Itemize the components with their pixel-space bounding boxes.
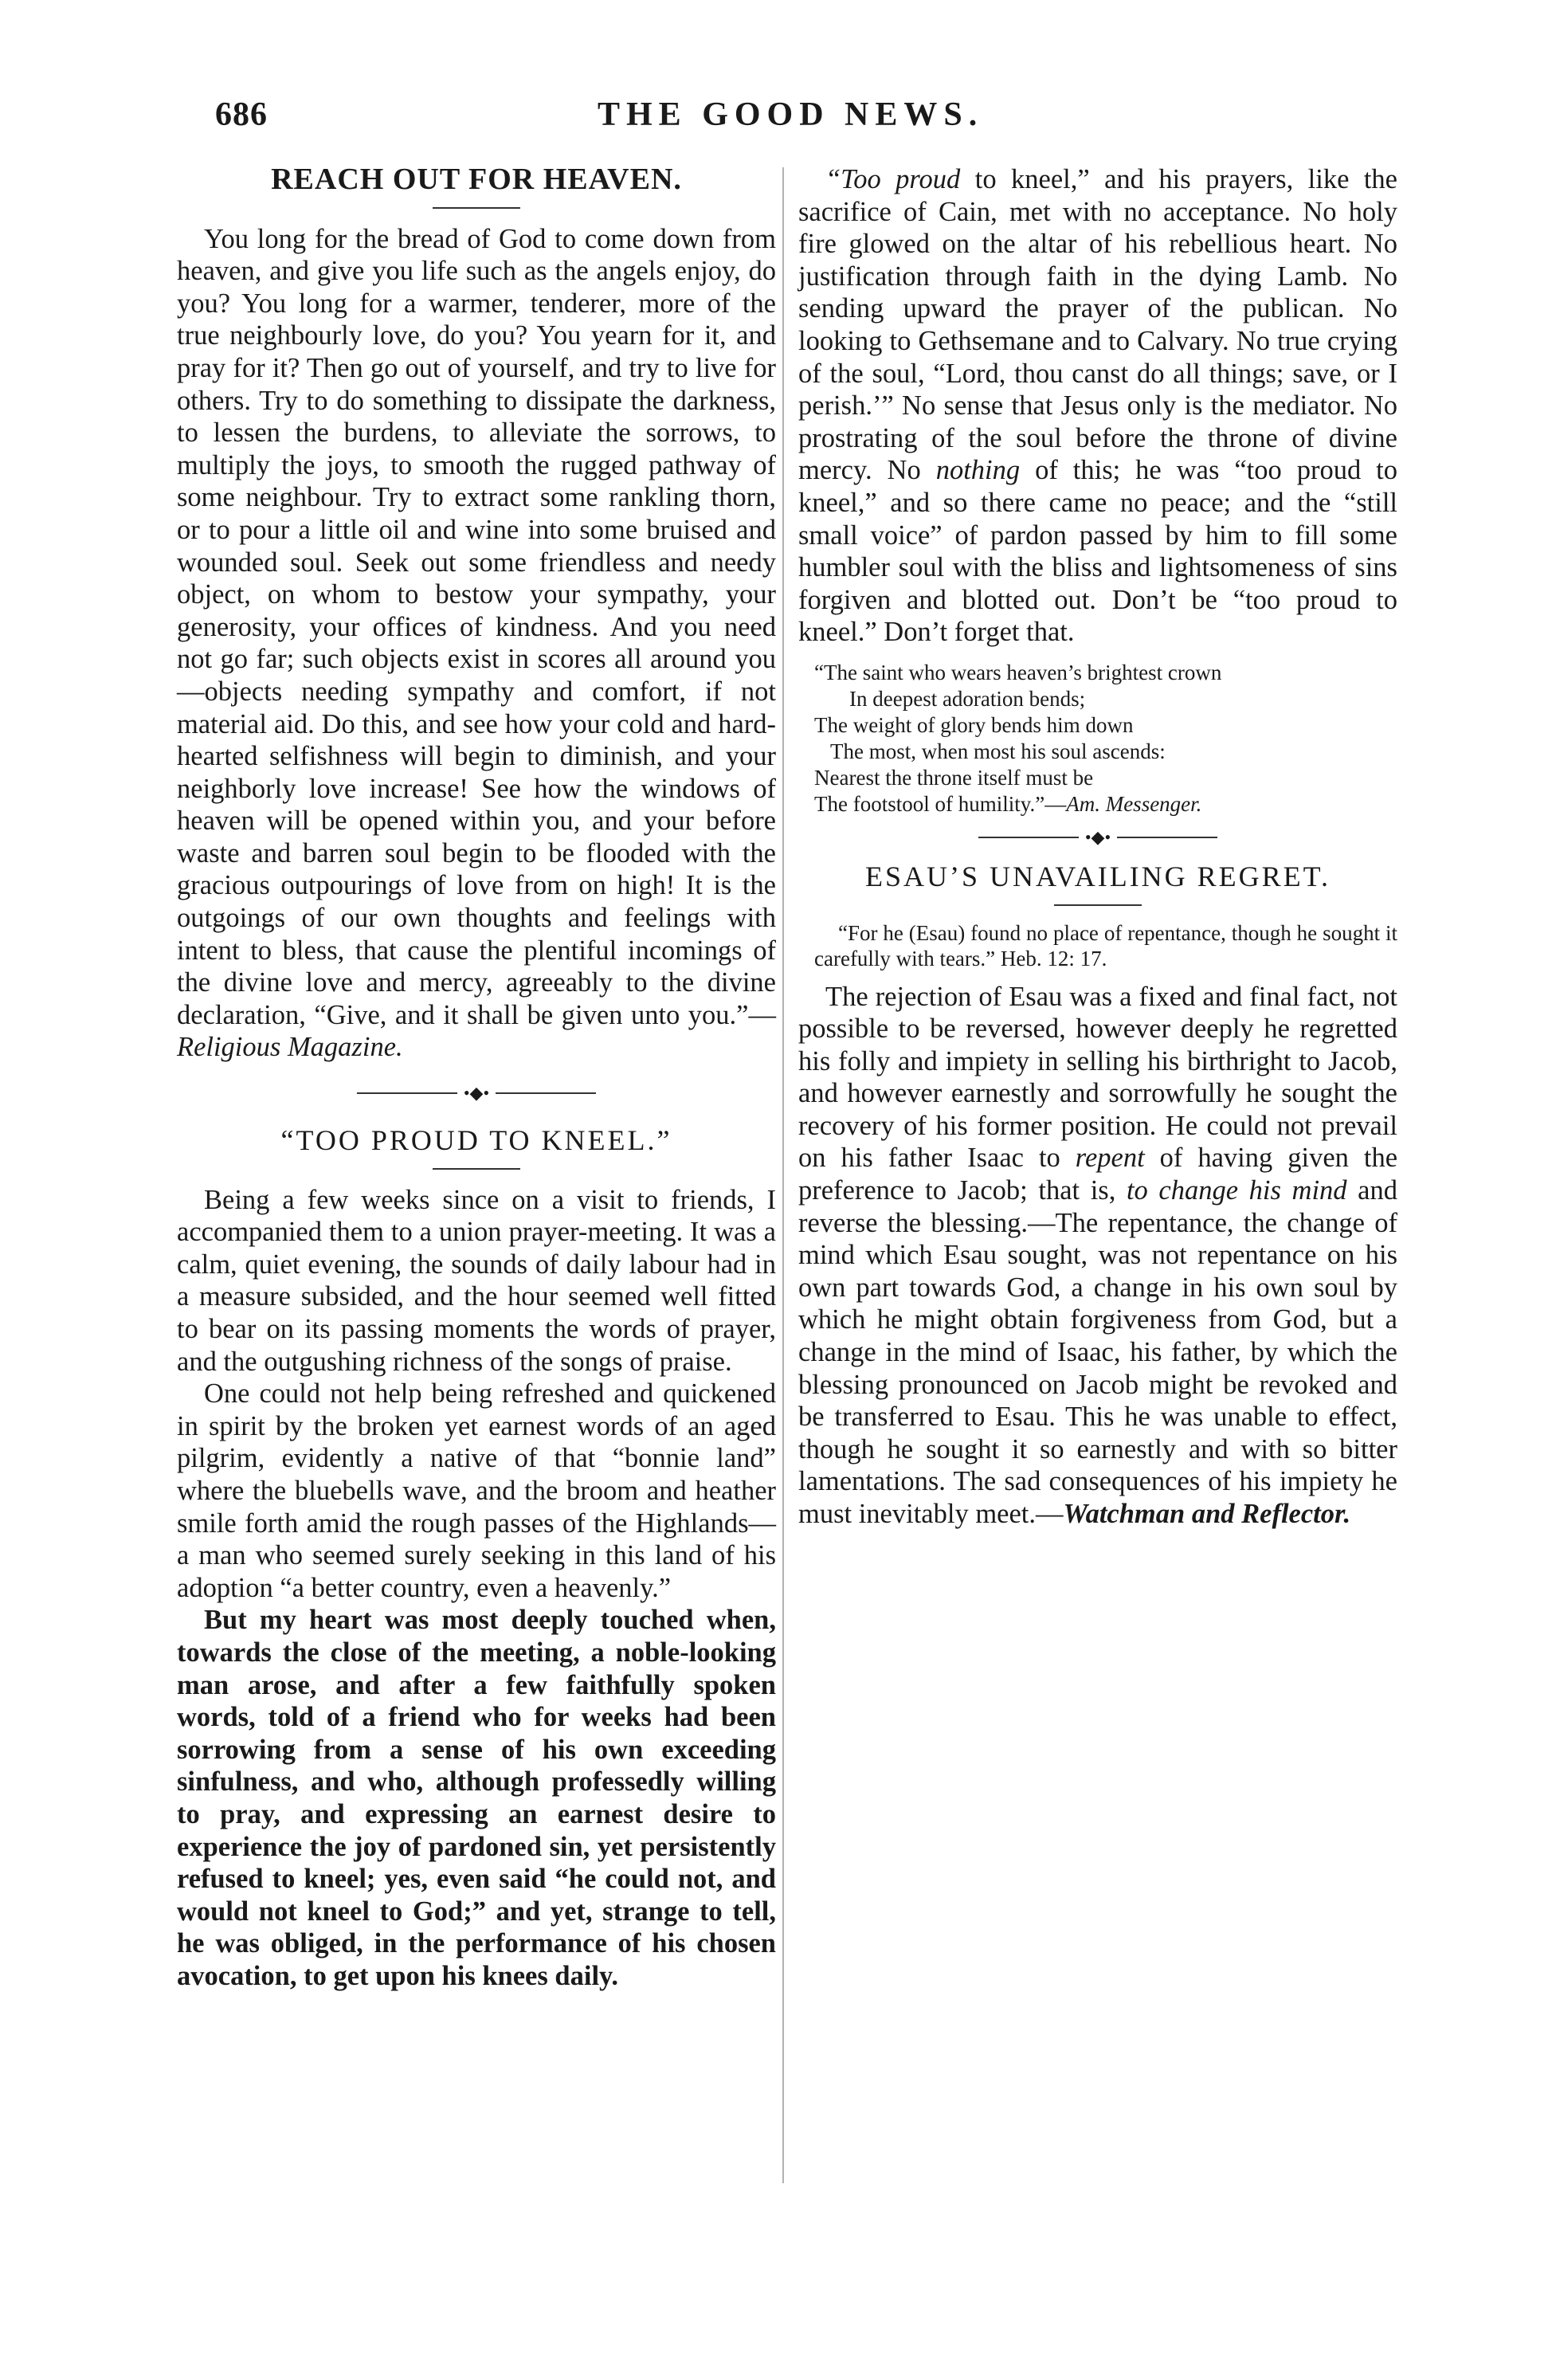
right-column [798, 163, 1397, 1531]
poem-line: The most, when most his soul ascends: [830, 739, 1166, 763]
poem-line: In deepest adoration bends; [849, 686, 1086, 711]
page-number: 686 [215, 96, 268, 133]
title-rule [433, 207, 520, 209]
masthead-title: THE GOOD NEWS. [598, 96, 984, 133]
paragraph: One could not help being refreshed and quickened in spirit by the broken yet earnest words of an aged pilgrim, evidently a native of that “bonnie land” where the bluebells wave, and the broom and heather smile forth amid the rough passes of the Highlands—a man who seemed surely seeking in this land of his adoption “a better country, even a heavenly.” [177, 1378, 776, 1603]
paragraph-text: of this; he was “too proud to kneel,” and so there came no peace; and the “still small voice” of pardon passed by him to fill some humbler soul with the bliss and lightsomeness of sins forgiven and blotted out. Don’t be “too proud to kneel.” Don’t forget that. [798, 455, 1397, 648]
section-ornament: •◆• [978, 829, 1217, 846]
emphasis: nothing [935, 455, 1021, 486]
section-ornament: •◆• [357, 1084, 596, 1102]
poem [814, 660, 1397, 818]
page-header [215, 96, 1426, 143]
paragraph: Being a few weeks since on a visit to friends, I accompanied them to a union prayer-meeting. It was a calm, quiet evening, the sounds of daily labour had in a measure subsided, and the hour seemed well fitted to bear on its passing moments the words of prayer, and the outgushing richness of the songs of praise. [177, 1184, 776, 1377]
paragraph-continued [177, 1604, 776, 1992]
poem-line: Nearest the throne itself must be [814, 765, 1094, 790]
article-body-reach-out [177, 223, 776, 1064]
article-source: Watchman and Reflector. [1063, 1499, 1351, 1529]
emphasis: “Too proud [825, 164, 961, 194]
title-rule [433, 1168, 520, 1170]
poem-line: “The saint who wears heaven’s brightest crown [814, 660, 1222, 684]
article-source: Religious Magazine. [177, 1032, 403, 1063]
article-title-esau: ESAU’S UNAVAILING REGRET. [864, 860, 1331, 892]
body-text: You long for the bread of God to come down from heaven, and give you life such as the angels enjoy, do you? You long for a warmer, tenderer, more of the true neighbourly love, do you? You yearn for it, and pray for it? Then go out of yourself, and try to live for others. Try to do something to dissipate the darkness, to lessen the burdens, to alleviate the sorrows, to multiply the joys, to smooth the rugged pathway of some neighbour. Try to extract some rankling thorn, or to pour a little oil and wine into some bruised and wounded soul. Seek out some friendless and needy object, on whom to bestow your sympathy, your generosity, your offices of kindness. And you need not go far; such objects exist in scores all around you—objects needing sympathy and comfort, if not material aid. Do this, and see how your cold and hard-hearted selfishness will begin to diminish, and your neighborly love increase! See how the windows of heaven will be opened within you, and your before waste and barren soul begin to be flooded with the gracious outpourings of love from on high! It is the outgoings of our own thoughts and feelings with intent to bless, that cause the plentiful incomings of the divine love and mercy, agreeably to the divine declaration, “Give, and it shall be given unto you.”— [177, 223, 776, 1030]
paragraph [798, 163, 1397, 649]
poem-source: Am. Messenger. [1066, 791, 1202, 816]
article-title-too-proud: “TOO PROUD TO KNEEL.” [280, 1124, 672, 1157]
poem-line: The weight of glory bends him down [814, 712, 1134, 737]
emphasis: repent [1075, 1143, 1145, 1174]
poem-line-last: The footstool of humility.”—Am. Messenger. [814, 791, 1202, 816]
title-rule [1054, 904, 1142, 906]
emphasis: to change his mind [1126, 1175, 1347, 1206]
paragraph: The rejection of Esau was a fixed and final fact, not possible to be reversed, however deeply he regretted his folly and impiety in selling his birthright to Jacob, and however earnestly and sorrowfully he sought the recovery of his former position. He could not prevail on his father Isaac to repent of having given the preference to Jacob; that is, to change his mind and reverse the blessing.—The repentance, the change of mind which Esau sought, was not repentance on his own part towards God, a change in his own soul by which he might obtain forgiveness from God, but a change in the mind of Isaac, his father, by which the blessing pronounced on Jacob might be revoked and be transferred to Esau. This he was unable to effect, though he sought it so earnestly and with so bitter lamentations. The sad consequences of his impiety he must inevitably meet.—Watchman and Reflector. [798, 981, 1398, 1529]
paragraph-text: But my heart was most deeply touched when, towards the close of the meeting, a noble-looking man arose, and after a few faithfully spoken words, told of a friend who for weeks had been sorrowing from a sense of his own exceeding sinfulness, and who, although professedly willing to pray, and expressing an earnest desire to experience the joy of pardoned sin, yet persistently refused to kneel; yes, even said “he could not, and would not kneel to God;” and yet, strange to tell, he was obliged, in the performance of his chosen avocation, to get upon his knees daily. [177, 1605, 776, 1991]
article-title-reach-out: REACH OUT FOR HEAVEN. [271, 163, 682, 196]
left-column [177, 163, 776, 1992]
epigraph: “For he (Esau) found no place of repentance, though he sought it carefully with tears.” Heb. 12: 17. [814, 920, 1397, 970]
column-divider [782, 167, 784, 2183]
paragraph-text: to kneel,” and his prayers, like the sacrifice of Cain, met with no acceptance. No holy fire glowed on the altar of his rebellious heart. No justification through faith in the dying Lamb. No sending upward the prayer of the publican. No looking to Gethsemane and to Calvary. No true crying of the soul, “Lord, thou canst do all things; save, or I perish.’” No sense that Jesus only is the mediator. No prostrating of the soul before the throne of divine mercy. No [798, 164, 1397, 486]
